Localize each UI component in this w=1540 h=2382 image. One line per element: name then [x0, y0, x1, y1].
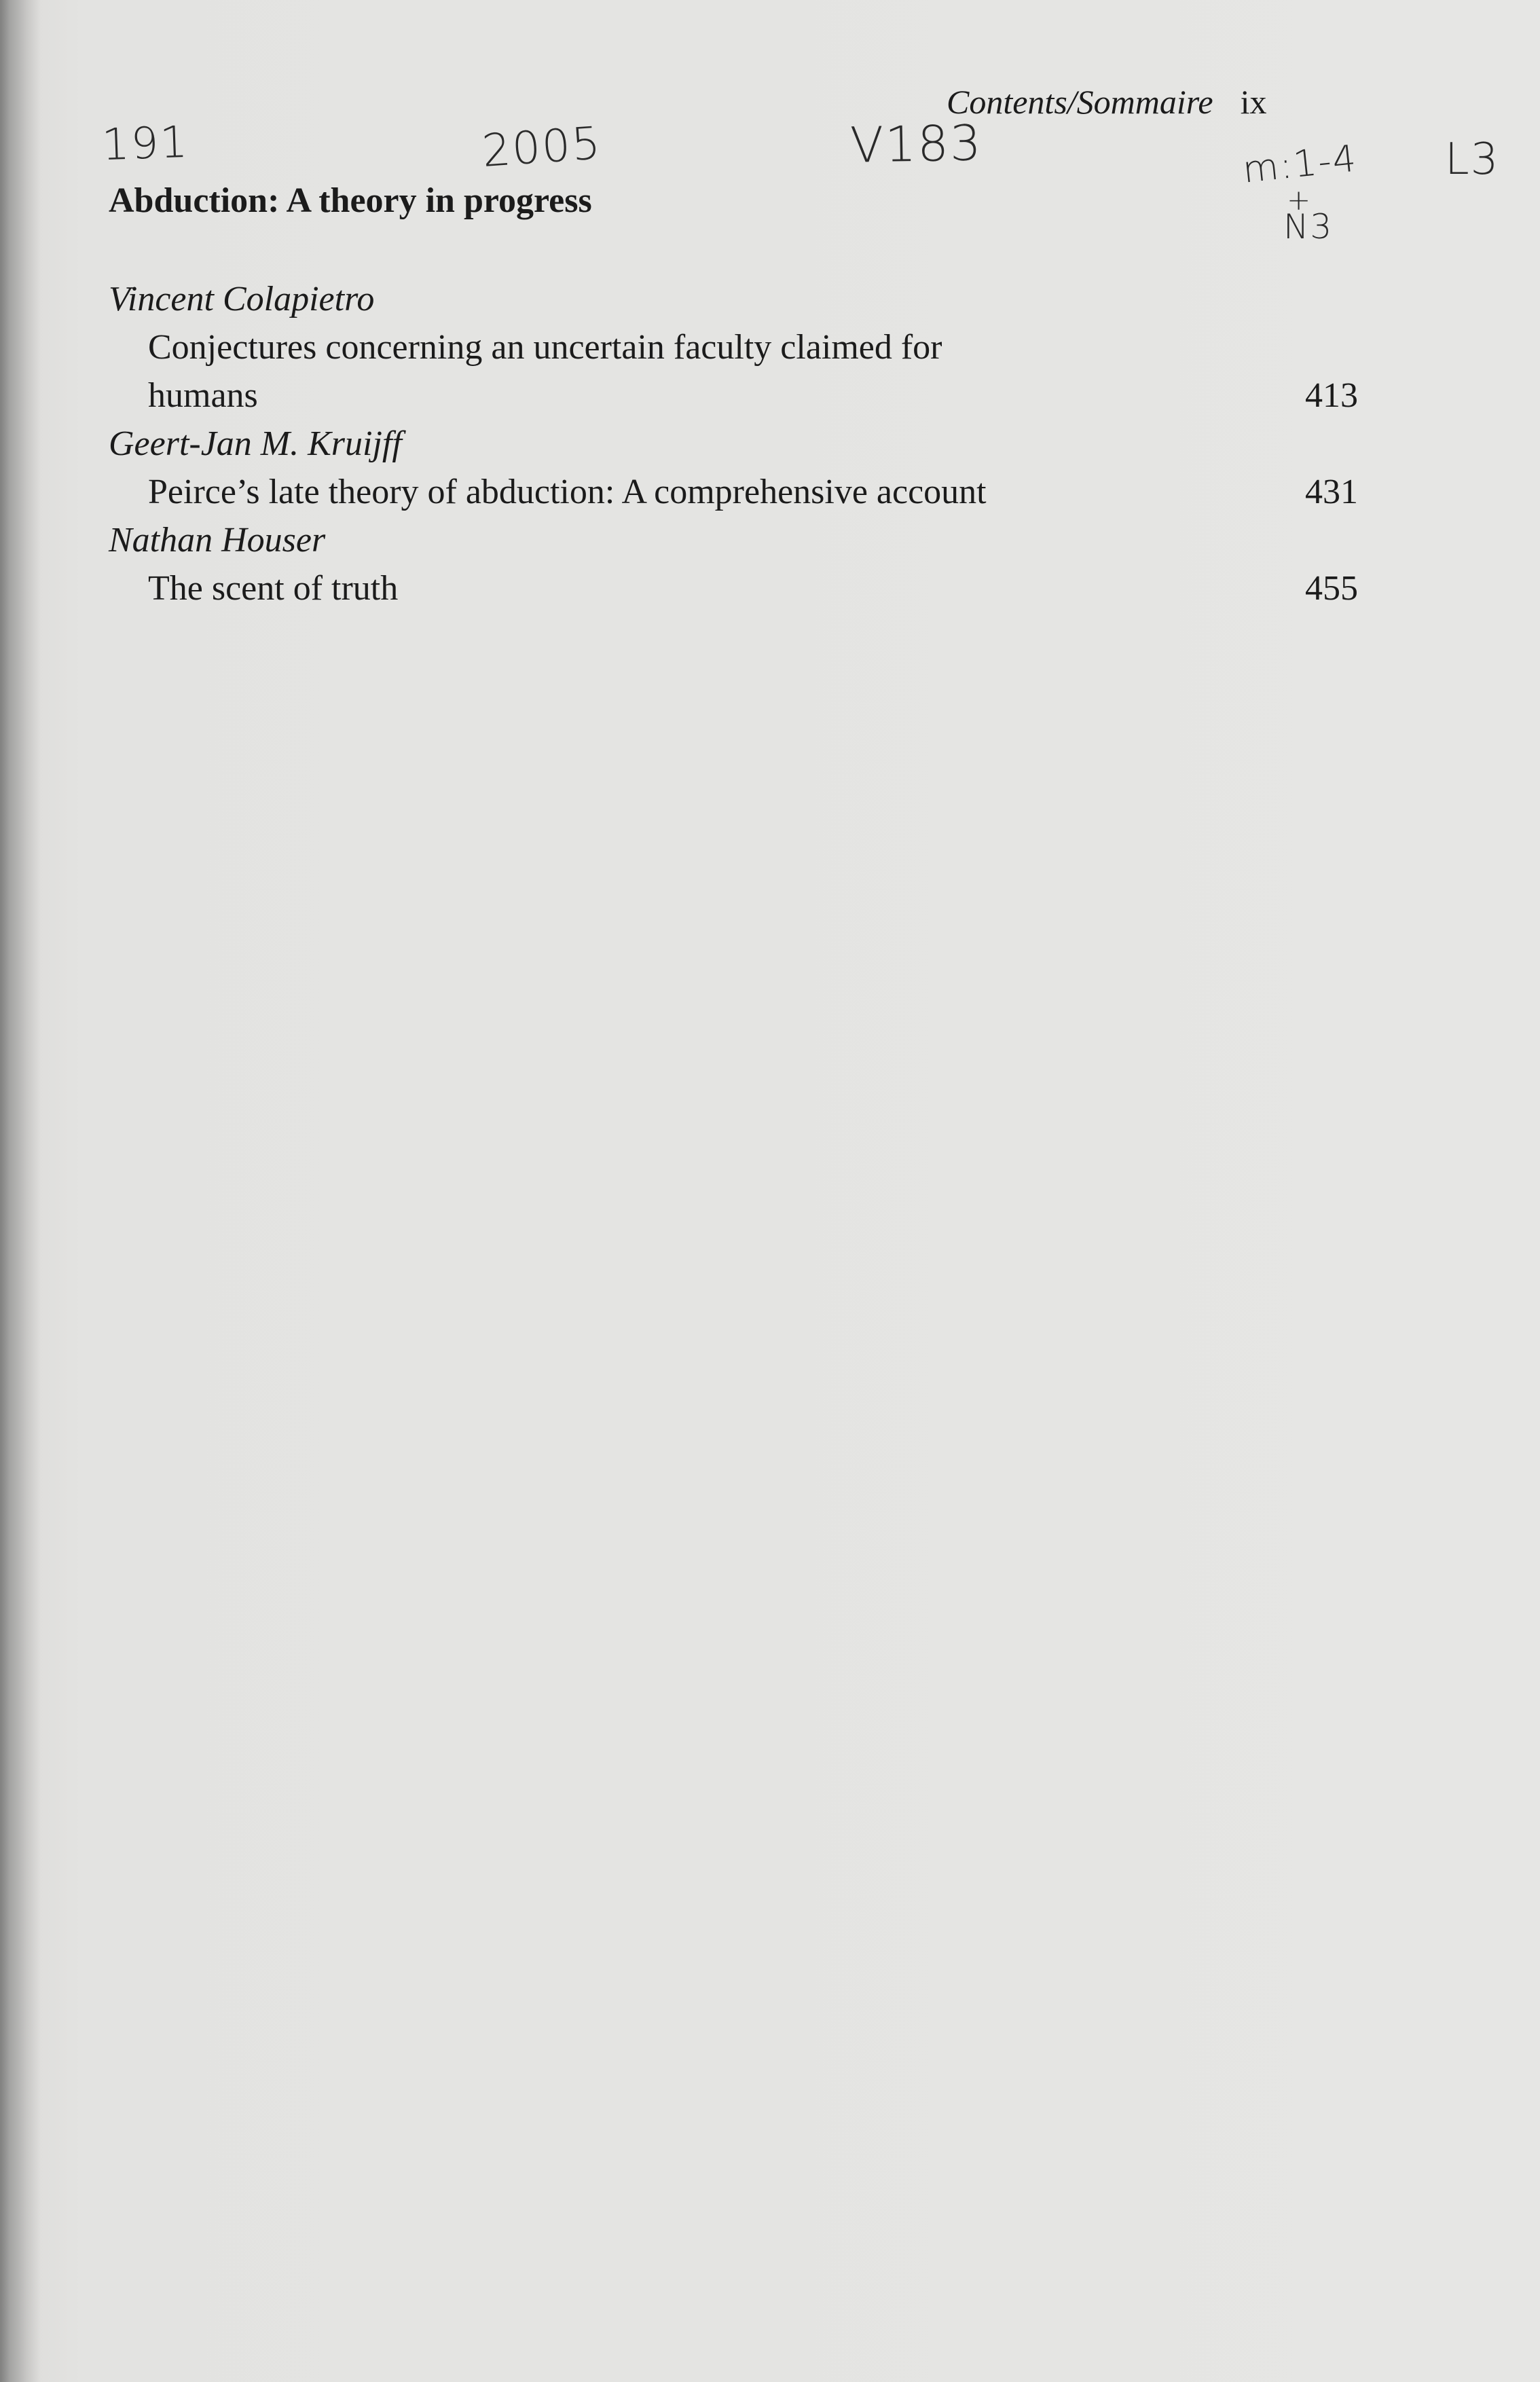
page-number: ix [1240, 83, 1267, 121]
entry-page-number: 455 [1305, 569, 1358, 608]
running-head [947, 81, 1266, 122]
entry-row [148, 564, 1358, 612]
entry-title: The scent of truth [148, 569, 399, 608]
entry-author: Vincent Colapietro [109, 280, 375, 318]
handwritten-note: + [1287, 183, 1313, 217]
handwritten-note: 191 [100, 117, 190, 171]
running-head-title: Contents/Sommaire [947, 83, 1213, 121]
entry-author: Geert-Jan M. Kruijff [109, 424, 402, 463]
entry-page-number: 413 [1305, 376, 1358, 415]
entry-title-continued: humans [148, 376, 258, 415]
section-title: Abduction: A theory in progress [109, 181, 592, 220]
handwritten-note: m:1-4 [1241, 136, 1359, 191]
table-of-contents [109, 275, 1358, 612]
toc-entry [109, 323, 1358, 420]
handwritten-note: N3 [1283, 207, 1334, 246]
toc-entry [109, 468, 1358, 516]
handwritten-note: V183 [849, 114, 983, 174]
entry-title: Conjectures concerning an uncertain faculty claimed for [148, 328, 942, 367]
entry-page-number: 431 [1305, 473, 1358, 511]
entry-title: Peirce’s late theory of abduction: A comprehensive account [148, 473, 987, 511]
entry-row [148, 371, 1358, 420]
entry-author: Nathan Houser [109, 521, 326, 560]
toc-entry [109, 564, 1358, 612]
handwritten-note: 2005 [480, 116, 604, 178]
entry-row [148, 468, 1358, 516]
handwritten-note: L3 [1445, 134, 1500, 185]
book-spine-shadow [0, 0, 41, 2382]
